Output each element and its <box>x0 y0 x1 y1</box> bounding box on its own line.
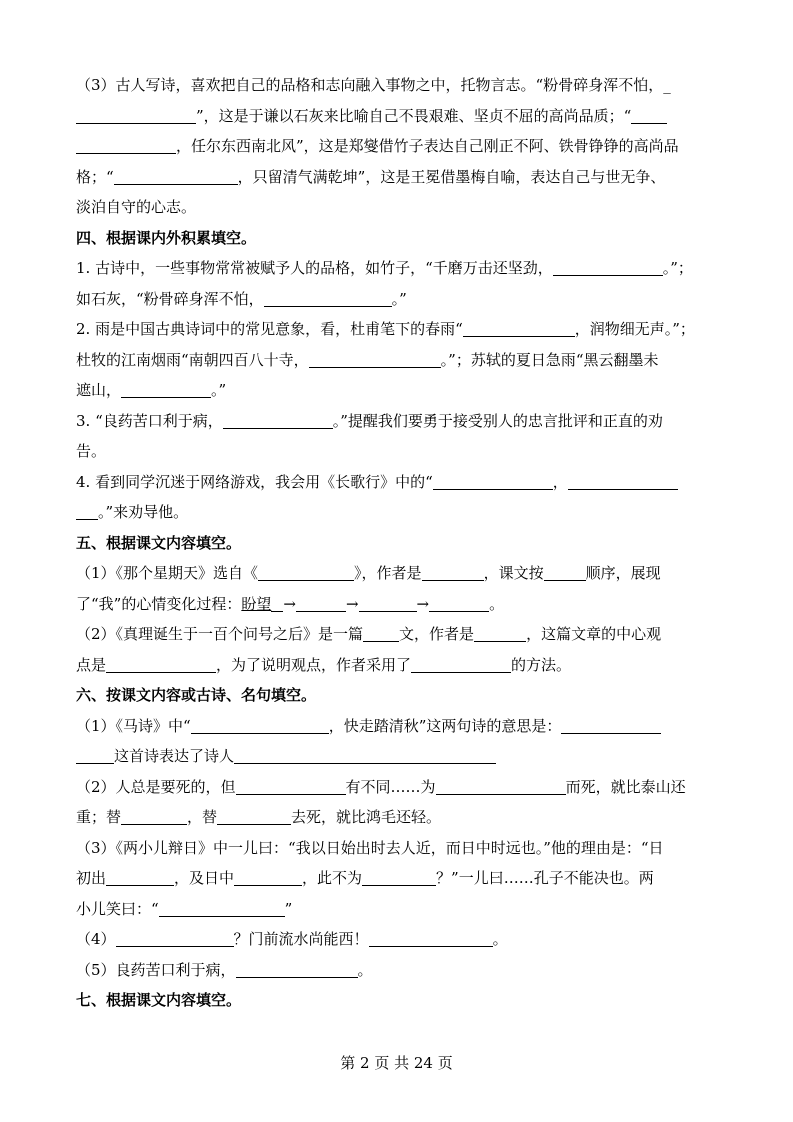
text-line <box>76 253 726 284</box>
fill-blank[interactable] <box>76 106 196 124</box>
line-text: 。” <box>391 289 407 308</box>
heading-text: 七、根据课文内容填空。 <box>76 991 242 1009</box>
fill-blank[interactable] <box>436 777 566 795</box>
text-line <box>76 558 726 589</box>
text-line <box>76 833 726 864</box>
line-text: ，及日中 <box>174 869 235 887</box>
text-line <box>76 497 726 528</box>
fill-blank[interactable] <box>76 502 98 520</box>
line-text: 去死，就比鸿毛还轻。 <box>291 808 442 826</box>
arrow: → <box>283 594 296 613</box>
line-text: 而死，就比泰山还 <box>565 777 686 796</box>
line-text: _ <box>663 76 671 94</box>
line-text: 重；替 <box>76 808 122 826</box>
fill-blank[interactable] <box>429 594 489 612</box>
filled-answer: 盼望 <box>241 594 272 613</box>
line-text: ，为了说明观点，作者采用了 <box>216 655 412 674</box>
section-heading-6 <box>76 680 726 711</box>
line-text: （4） <box>76 930 116 948</box>
text-line <box>76 589 726 620</box>
fill-blank[interactable] <box>114 167 238 185</box>
fill-blank[interactable] <box>159 899 285 917</box>
heading-text: 五、根据课文内容填空。 <box>76 533 242 552</box>
line-text: 1. 古诗中，一些事物常常被赋予人的品格，如竹子，“千磨万击还坚劲， <box>76 259 553 277</box>
fill-blank[interactable] <box>191 716 329 734</box>
fill-blank[interactable] <box>121 380 211 398</box>
text-line <box>76 924 726 955</box>
line-text: 的方法。 <box>511 655 572 674</box>
fill-blank[interactable] <box>369 929 493 947</box>
fill-blank[interactable] <box>223 411 333 429</box>
line-text: （2）人总是要死的，但 <box>76 777 236 796</box>
text-line <box>76 467 726 498</box>
section-heading-5 <box>76 528 726 559</box>
line-text: ？”一儿曰……孔子不能决也。两 <box>436 869 654 887</box>
line-text: 文，作者是 <box>399 625 475 643</box>
line-text: 。”提醒我们要勇于接受别人的忠言批评和正直的劝 <box>332 411 663 430</box>
line-text: 格；“ <box>76 167 114 186</box>
fill-blank[interactable] <box>568 472 678 490</box>
line-text: （2）《真理诞生于一百个问号之后》是一篇 <box>76 625 364 643</box>
fill-blank[interactable] <box>631 106 667 124</box>
fill-blank[interactable] <box>106 868 174 886</box>
line-text: 。” <box>211 381 227 399</box>
text-line <box>76 802 726 833</box>
text-line <box>76 192 726 223</box>
text-line <box>76 314 726 345</box>
line-text: 4. 看到同学沉迷于网络游戏，我会用《长歌行》中的“ <box>76 472 433 491</box>
line-text: 。 <box>489 594 505 613</box>
line-text: （1）《马诗》中“ <box>76 716 191 735</box>
text-line <box>76 284 726 315</box>
line-text: 这首诗表达了诗人 <box>114 747 235 765</box>
fill-blank[interactable] <box>422 563 484 581</box>
fill-blank[interactable] <box>106 655 216 673</box>
arrow: → <box>416 594 430 613</box>
fill-blank[interactable] <box>553 258 663 276</box>
fill-blank[interactable] <box>463 319 575 337</box>
fill-blank[interactable] <box>359 594 417 612</box>
line-text: 告。 <box>76 442 107 460</box>
line-text: 小儿笑曰：“ <box>76 899 159 918</box>
line-text: 了“我”的心情变化过程： <box>76 594 242 613</box>
fill-blank[interactable] <box>234 746 496 764</box>
line-text: 点是 <box>76 655 107 674</box>
fill-blank[interactable] <box>433 472 553 490</box>
text-line <box>76 741 726 772</box>
line-text: 》，作者是 <box>354 564 422 582</box>
fill-blank[interactable] <box>217 807 291 825</box>
line-text: 。”；苏轼的夏日急雨“黑云翻墨未 <box>440 350 659 369</box>
fill-blank[interactable] <box>234 868 302 886</box>
line-text: ，润物细无声。”； <box>574 320 695 338</box>
line-text: 2. 雨是中国古典诗词中的常见意象，看，杜甫笔下的春雨“ <box>76 320 463 338</box>
line-text: ，只留清气满乾坤”，这是王冕借墨梅自喻，表达自己与世无争、 <box>237 167 666 186</box>
text-line <box>76 894 726 925</box>
line-text: 。”来劝导他。 <box>98 503 189 521</box>
fill-blank[interactable] <box>116 929 234 947</box>
text-line <box>76 955 726 986</box>
line-text: （3）《两小儿辩日》中一儿曰：“我以日始出时去人近，而日中时远也。”他的理由是：“日 <box>76 838 664 857</box>
line-text: ，这篇文章的中心观 <box>526 625 662 643</box>
text-line <box>76 711 726 742</box>
line-text: ”，这是于谦以石灰来比喻自己不畏艰难、坚贞不屈的高尚品质；“ <box>196 106 632 125</box>
text-line <box>76 345 726 376</box>
line-text: 。”； <box>662 259 693 277</box>
text-line <box>76 375 726 406</box>
section-heading-4 <box>76 223 726 254</box>
fill-blank[interactable] <box>271 594 283 612</box>
fill-blank[interactable] <box>76 136 176 154</box>
fill-blank[interactable] <box>121 807 187 825</box>
text-line <box>76 70 726 101</box>
line-text: 有不同……为 <box>345 777 436 796</box>
line-text: 遮山， <box>76 381 122 399</box>
line-text: ， <box>552 472 568 491</box>
text-line <box>76 863 726 894</box>
text-line <box>76 162 726 193</box>
line-text: 淡泊自守的心志。 <box>76 198 197 216</box>
line-text: 。 <box>357 960 373 979</box>
line-text: 如石灰，“粉骨碎身浑不怕， <box>76 289 264 308</box>
fill-blank[interactable] <box>561 716 661 734</box>
fill-blank[interactable] <box>363 624 399 642</box>
line-text: 杜牧的江南烟雨“南朝四百八十寺， <box>76 350 309 369</box>
text-line <box>76 772 726 803</box>
line-text: ？门前流水尚能西！ <box>233 930 369 948</box>
page-footer: 第 2 页 共 24 页 <box>340 1054 453 1072</box>
text-line <box>76 131 726 162</box>
text-line <box>76 101 726 132</box>
fill-blank[interactable] <box>544 563 586 581</box>
line-text: （1）《那个星期天》选自《 <box>76 564 259 582</box>
line-text: 初出 <box>76 869 107 887</box>
fill-blank[interactable] <box>296 594 346 612</box>
arrow: → <box>345 594 359 613</box>
line-text: 3. “良药苦口利于病， <box>76 411 223 430</box>
text-line <box>76 650 726 681</box>
worksheet-body <box>76 70 726 1016</box>
line-text: （5）良药苦口利于病， <box>76 960 236 979</box>
fill-blank[interactable] <box>264 289 392 307</box>
fill-blank[interactable] <box>76 746 114 764</box>
text-line <box>76 436 726 467</box>
line-text: 。 <box>492 930 508 948</box>
fill-blank[interactable] <box>236 960 358 978</box>
text-line <box>76 406 726 437</box>
fill-blank[interactable] <box>236 777 346 795</box>
fill-blank[interactable] <box>309 350 441 368</box>
fill-blank[interactable] <box>258 563 354 581</box>
line-text: ” <box>284 899 293 918</box>
fill-blank[interactable] <box>474 624 526 642</box>
line-text: 顺序，展现 <box>585 564 661 582</box>
heading-text: 四、根据课内外积累填空。 <box>76 228 257 247</box>
section-heading-7 <box>76 985 726 1016</box>
line-text: ，课文按 <box>483 564 544 582</box>
heading-text: 六、按课文内容或古诗、名句填空。 <box>76 686 317 704</box>
line-text: （3）古人写诗，喜欢把自己的品格和志向融入事物之中，托物言志。“粉骨碎身浑不怕， <box>76 76 664 94</box>
text-line <box>76 619 726 650</box>
fill-blank[interactable] <box>411 655 511 673</box>
line-text: ，任尔东西南北风”，这是郑燮借竹子表达自己刚正不阿、铁骨铮铮的高尚品 <box>176 137 679 155</box>
fill-blank[interactable] <box>362 868 436 886</box>
line-text: ，快走踏清秋”这两句诗的意思是： <box>328 716 562 735</box>
line-text: ，此不为 <box>302 869 363 887</box>
line-text: ，替 <box>187 808 218 826</box>
